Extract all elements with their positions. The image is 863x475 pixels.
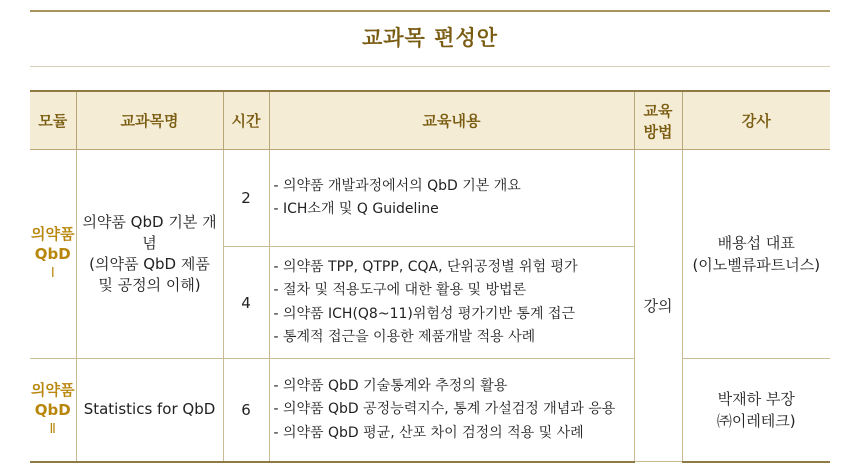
header-row: [30, 91, 830, 150]
module-2-numeral: Ⅱ: [49, 421, 56, 437]
lecturer-1-name: 배용섭 대표: [717, 234, 795, 252]
course-1-cell: [76, 150, 223, 359]
header-lecturer: 강사: [682, 91, 830, 150]
content-item: - 의약품 QbD 평균, 산포 차이 검정의 적용 및 사례: [273, 424, 584, 441]
module-1-qbd: QbD: [34, 245, 71, 263]
lecturer-1-cell: [682, 150, 830, 359]
header-hours: 시간: [223, 91, 269, 150]
content-item: - 의약품 QbD 공정능력지수, 통계 가설검정 개념과 응용: [273, 401, 616, 417]
lecturer-2-cell: [682, 359, 830, 462]
table-row: [30, 150, 830, 247]
top-divider: [30, 10, 830, 12]
content-item: - ICH소개 및 Q Guideline: [273, 201, 439, 217]
content-item: - 의약품 QbD 기술통계와 추정의 활용: [273, 377, 508, 394]
header-method: [634, 91, 682, 150]
header-method-line2: 방법: [643, 122, 673, 141]
method-cell: 강의: [634, 150, 682, 462]
hours-cell: 2: [223, 150, 269, 247]
course-2-cell: Statistics for QbD: [76, 359, 223, 462]
title-divider: [30, 66, 830, 67]
header-content: 교육내용: [269, 91, 634, 150]
content-cell: [269, 150, 634, 247]
hours-cell: 6: [223, 359, 269, 462]
curriculum-table: [30, 90, 830, 463]
course-1-line2: (의약품 QbD 제품: [89, 255, 210, 273]
module-1-name: 의약품: [31, 225, 75, 243]
course-1-line3: 및 공정의 이해): [98, 276, 201, 294]
module-2-cell: [30, 359, 76, 462]
content-cell: [269, 247, 634, 359]
page-title: 교과목 편성안: [361, 26, 499, 50]
header-module: 모듈: [30, 91, 76, 150]
module-1-numeral: Ⅰ: [50, 266, 55, 281]
module-1-cell: [30, 150, 76, 359]
content-item: - 의약품 개발과정에서의 QbD 기본 개요: [273, 177, 521, 194]
content-cell: [269, 359, 634, 462]
content-item: - 통계적 접근을 이용한 제품개발 적용 사례: [273, 329, 536, 345]
table-row: [30, 359, 830, 462]
content-item: - 의약품 TPP, QTPP, CQA, 단위공정별 위험 평가: [273, 258, 578, 275]
content-item: - 의약품 ICH(Q8~11)위험성 평가기반 통계 접근: [273, 305, 575, 322]
header-method-line1: 교육: [643, 101, 673, 120]
hours-cell: 4: [223, 247, 269, 359]
course-1-line1: 의약품 QbD 기본 개념: [82, 213, 217, 252]
header-course: 교과목명: [76, 91, 223, 150]
lecturer-2-name: 박재하 부장: [717, 389, 795, 408]
module-2-qbd: QbD: [34, 400, 71, 419]
lecturer-2-company: ㈜이레테크): [716, 411, 796, 430]
content-item: - 절차 및 적용도구에 대한 활용 및 방법론: [273, 282, 527, 298]
lecturer-1-company: (이노벨류파트너스): [692, 256, 821, 274]
module-2-name: 의약품: [31, 380, 75, 399]
